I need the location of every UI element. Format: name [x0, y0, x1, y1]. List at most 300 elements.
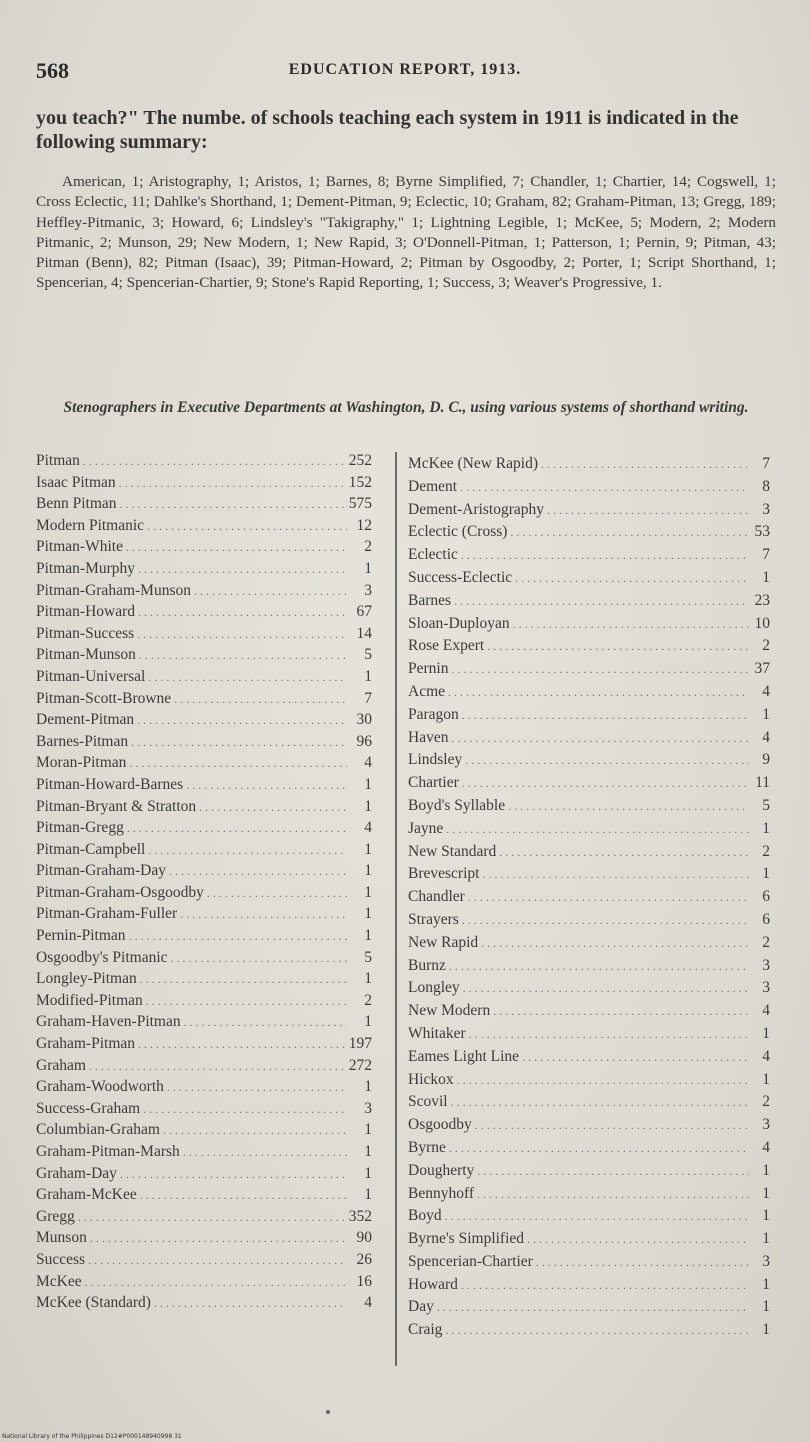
- row-count: 10: [754, 614, 770, 632]
- row-count: 3: [762, 500, 770, 518]
- row-system-name: Barnes: [408, 591, 452, 609]
- row-system-name: Dement: [408, 477, 458, 495]
- page-header: [36, 58, 774, 88]
- row-count: 575: [348, 495, 372, 513]
- row-count: 23: [754, 591, 770, 609]
- row-count: 1: [364, 927, 372, 945]
- dot-leader: [184, 1015, 347, 1030]
- dot-leader: [541, 457, 749, 472]
- dot-leader: [499, 845, 749, 860]
- row-system-name: Pitman-White: [36, 538, 123, 556]
- row-system-name: Modified-Pitman: [36, 991, 143, 1009]
- table-row: [36, 1165, 372, 1187]
- table-row: [36, 798, 372, 820]
- table-row: [36, 754, 372, 776]
- row-count: 3: [762, 1252, 770, 1270]
- table-row: [36, 1057, 372, 1079]
- table-row: [36, 452, 372, 474]
- row-system-name: Gregg: [36, 1207, 75, 1225]
- table-row: [408, 911, 770, 934]
- dot-leader: [119, 476, 346, 491]
- table-row: [36, 646, 372, 668]
- dot-leader: [462, 708, 749, 723]
- row-count: 1: [762, 568, 770, 586]
- row-system-name: Dement-Pitman: [36, 711, 135, 729]
- dot-leader: [475, 1118, 749, 1133]
- dot-leader: [88, 1253, 347, 1268]
- table-row: [408, 957, 770, 980]
- table-row: [408, 979, 770, 1002]
- scan-stamp: National Library of the Philippines D12#P000148940998 31: [2, 1433, 182, 1440]
- dot-leader: [515, 571, 749, 586]
- row-system-name: Osgoodby: [408, 1116, 472, 1134]
- dot-leader: [126, 540, 347, 555]
- row-system-name: Acme: [408, 682, 446, 700]
- row-count: 272: [348, 1056, 372, 1074]
- dot-leader: [127, 821, 347, 836]
- row-count: 16: [356, 1272, 372, 1290]
- row-count: 1: [364, 905, 372, 923]
- dot-leader: [194, 584, 347, 599]
- row-system-name: Byrne: [408, 1138, 446, 1156]
- row-count: 1: [364, 559, 372, 577]
- table-row: [408, 1298, 770, 1321]
- row-count: 9: [762, 751, 770, 769]
- row-system-name: Modern Pitmanic: [36, 516, 145, 534]
- dot-leader: [199, 800, 347, 815]
- row-count: 7: [762, 546, 770, 564]
- row-system-name: Pitman-Graham-Osgoodby: [36, 883, 204, 901]
- row-system-name: Spencerian-Chartier: [408, 1252, 533, 1270]
- table-caption: Stenographers in Executive Departments at Washington, D. C., using various systems of shorthand writing.: [63, 399, 749, 416]
- dot-leader: [138, 562, 347, 577]
- row-count: 352: [348, 1207, 372, 1225]
- dot-leader: [449, 1141, 749, 1156]
- row-system-name: Longley: [408, 979, 460, 997]
- table-row: [408, 637, 770, 660]
- row-system-name: Craig: [408, 1321, 443, 1339]
- row-system-name: Strayers: [408, 910, 459, 928]
- row-count: 7: [364, 689, 372, 707]
- row-system-name: Graham-Pitman: [36, 1035, 136, 1053]
- table-row: [408, 1276, 770, 1299]
- row-count: 90: [356, 1229, 372, 1247]
- row-system-name: Barnes-Pitman: [36, 732, 129, 750]
- dot-leader: [462, 913, 749, 928]
- dot-leader: [461, 1278, 749, 1293]
- table-row: [36, 884, 372, 906]
- table-row: [408, 1321, 770, 1344]
- footer-mark: [326, 1410, 330, 1414]
- table-row: [36, 776, 372, 798]
- row-system-name: Pitman-Graham-Day: [36, 862, 166, 880]
- row-count: 1: [762, 1207, 770, 1225]
- dot-leader: [513, 617, 749, 632]
- row-system-name: Sloan-Duployan: [408, 614, 510, 632]
- dot-leader: [469, 1027, 749, 1042]
- row-system-name: New Standard: [408, 842, 497, 860]
- dot-leader: [85, 1275, 347, 1290]
- dot-leader: [120, 1167, 347, 1182]
- row-count: 4: [364, 754, 372, 772]
- table-row: [36, 1294, 372, 1316]
- row-count: 1: [762, 1070, 770, 1088]
- dot-leader: [527, 1232, 749, 1247]
- row-system-name: Pitman-Bryant & Stratton: [36, 797, 197, 815]
- table-row: [36, 603, 372, 625]
- table-row: [408, 1093, 770, 1116]
- row-system-name: Dement-Aristography: [408, 500, 545, 518]
- row-count: 12: [356, 516, 372, 534]
- row-system-name: Eclectic: [408, 546, 458, 564]
- dot-leader: [169, 864, 347, 879]
- row-count: 1: [762, 1161, 770, 1179]
- table-row: [408, 934, 770, 957]
- row-system-name: McKee: [36, 1272, 82, 1290]
- dot-leader: [446, 822, 749, 837]
- table-row: [408, 820, 770, 843]
- table-row: [408, 1025, 770, 1048]
- row-count: 1: [762, 1275, 770, 1293]
- row-count: 1: [364, 1078, 372, 1096]
- row-system-name: Graham: [36, 1056, 86, 1074]
- table-row: [36, 560, 372, 582]
- row-count: 37: [754, 660, 770, 678]
- dot-leader: [463, 981, 749, 996]
- row-system-name: Graham-Day: [36, 1164, 117, 1182]
- table-row: [36, 992, 372, 1014]
- row-count: 4: [364, 819, 372, 837]
- table-row: [36, 625, 372, 647]
- row-count: 3: [364, 581, 372, 599]
- row-system-name: New Modern: [408, 1002, 491, 1020]
- table-row: [36, 1186, 372, 1208]
- table-row: [408, 569, 770, 592]
- dot-leader: [508, 799, 749, 814]
- row-count: 2: [762, 637, 770, 655]
- row-count: 1: [364, 862, 372, 880]
- row-system-name: Isaac Pitman: [36, 473, 116, 491]
- row-system-name: New Rapid: [408, 933, 479, 951]
- table-row: [36, 905, 372, 927]
- table-row: [36, 927, 372, 949]
- row-system-name: Pitman-Universal: [36, 667, 146, 685]
- row-count: 1: [364, 1143, 372, 1160]
- table-row: [408, 865, 770, 888]
- row-count: 1: [364, 1186, 372, 1204]
- row-system-name: Eames Light Line: [408, 1047, 520, 1065]
- dot-leader: [547, 503, 749, 518]
- row-count: 1: [364, 1013, 372, 1031]
- table-row: [36, 819, 372, 841]
- dot-leader: [78, 1210, 346, 1225]
- dot-leader: [477, 1187, 749, 1202]
- row-system-name: Moran-Pitman: [36, 754, 127, 772]
- dot-leader: [137, 713, 347, 728]
- table-row: [408, 455, 770, 478]
- row-system-name: Longley-Pitman: [36, 970, 137, 988]
- table-row: [408, 888, 770, 911]
- dot-leader: [437, 1300, 749, 1315]
- row-system-name: Pitman-Murphy: [36, 559, 136, 577]
- row-system-name: Success-Graham: [36, 1099, 141, 1117]
- row-count: 1: [364, 667, 372, 685]
- table-row: [36, 495, 372, 517]
- row-count: 1: [364, 883, 372, 901]
- row-system-name: Success-Eclectic: [408, 568, 513, 586]
- table-row: [408, 1185, 770, 1208]
- table-row: [408, 660, 770, 683]
- row-system-name: Pitman-Munson: [36, 646, 136, 664]
- table-row: [36, 1208, 372, 1230]
- row-system-name: Boyd's Syllable: [408, 796, 506, 814]
- row-count: 6: [762, 910, 770, 928]
- dot-leader: [461, 548, 749, 563]
- dot-leader: [171, 951, 347, 966]
- dot-leader: [180, 907, 347, 922]
- table-row: [36, 1251, 372, 1273]
- dot-leader: [140, 1188, 347, 1203]
- table-row: [36, 841, 372, 863]
- row-system-name: Lindsley: [408, 751, 463, 769]
- table-row: [408, 843, 770, 866]
- dot-leader: [129, 929, 347, 944]
- table-row: [36, 970, 372, 992]
- row-count: 1: [364, 1164, 372, 1182]
- row-count: 1: [364, 840, 372, 858]
- table-row: [408, 523, 770, 546]
- row-system-name: Jayne: [408, 819, 444, 837]
- row-count: 14: [356, 624, 372, 642]
- dot-leader: [129, 756, 347, 771]
- dot-leader: [89, 1059, 346, 1074]
- dot-leader: [154, 1296, 347, 1311]
- row-count: 1: [762, 1024, 770, 1042]
- row-system-name: Hickox: [408, 1070, 454, 1088]
- row-system-name: Benn Pitman: [36, 495, 117, 513]
- row-count: 1: [762, 1321, 770, 1339]
- row-system-name: Graham-Pitman-Marsh: [36, 1143, 180, 1160]
- table-row: [408, 546, 770, 569]
- dot-leader: [457, 1073, 749, 1088]
- table-row: [36, 1078, 372, 1100]
- table-row: [36, 517, 372, 539]
- dot-leader: [90, 1231, 347, 1246]
- row-system-name: Boyd: [408, 1207, 442, 1225]
- dot-leader: [147, 519, 347, 534]
- dot-leader: [510, 525, 749, 540]
- row-system-name: Paragon: [408, 705, 459, 723]
- row-count: 2: [364, 538, 372, 556]
- table-row: [408, 1048, 770, 1071]
- row-system-name: Whitaker: [408, 1024, 466, 1042]
- table-row: [408, 797, 770, 820]
- dot-leader: [536, 1255, 749, 1270]
- row-count: 152: [348, 473, 372, 491]
- table-row: [36, 1121, 372, 1143]
- row-count: 3: [364, 1099, 372, 1117]
- dot-leader: [465, 753, 749, 768]
- row-system-name: Pitman-Graham-Fuller: [36, 905, 178, 923]
- row-system-name: Pitman-Gregg: [36, 819, 124, 837]
- row-count: 2: [364, 991, 372, 1009]
- row-system-name: Pernin-Pitman: [36, 927, 126, 945]
- row-system-name: Chartier: [408, 774, 459, 792]
- row-system-name: Pitman: [36, 452, 80, 469]
- dot-leader: [140, 972, 347, 987]
- row-count: 197: [348, 1035, 372, 1053]
- row-system-name: Munson: [36, 1229, 87, 1247]
- row-system-name: Haven: [408, 728, 449, 746]
- row-count: 4: [762, 1138, 770, 1156]
- table-row: [408, 1162, 770, 1185]
- dot-leader: [120, 497, 346, 512]
- row-count: 5: [762, 796, 770, 814]
- table-row: [408, 1116, 770, 1139]
- row-system-name: Brevescript: [408, 865, 480, 883]
- row-system-name: Howard: [408, 1275, 458, 1293]
- dot-leader: [487, 639, 749, 654]
- table-row: [408, 478, 770, 501]
- dot-leader: [174, 692, 347, 707]
- table-row: [408, 1002, 770, 1025]
- table-row: [408, 1139, 770, 1162]
- page-number: 568: [36, 58, 69, 83]
- row-system-name: Byrne's Simplified: [408, 1230, 525, 1248]
- row-count: 1: [364, 797, 372, 815]
- table-right-column: [408, 455, 770, 1344]
- dot-leader: [445, 1323, 749, 1338]
- row-count: 53: [754, 523, 770, 541]
- dot-leader: [468, 890, 749, 905]
- dot-leader: [451, 662, 749, 677]
- dot-leader: [477, 1164, 749, 1179]
- row-count: 1: [364, 1121, 372, 1139]
- row-count: 2: [762, 933, 770, 951]
- table-row: [36, 474, 372, 496]
- table-row: [408, 1253, 770, 1276]
- dot-leader: [451, 731, 749, 746]
- row-count: 4: [364, 1294, 372, 1312]
- table-row: [36, 711, 372, 733]
- row-system-name: Bennyhoff: [408, 1184, 475, 1202]
- dot-leader: [522, 1050, 749, 1065]
- row-count: 2: [762, 1093, 770, 1111]
- dot-leader: [143, 1102, 347, 1117]
- row-system-name: Dougherty: [408, 1161, 475, 1179]
- table-row: [36, 1035, 372, 1057]
- dot-leader: [207, 886, 347, 901]
- dot-leader: [139, 648, 347, 663]
- dot-leader: [137, 627, 347, 642]
- row-system-name: Scovil: [408, 1093, 448, 1111]
- table-row: [36, 668, 372, 690]
- running-head: EDUCATION REPORT, 1913.: [288, 61, 522, 78]
- table-row: [36, 1143, 372, 1165]
- table-row: [408, 729, 770, 752]
- row-system-name: Success: [36, 1250, 86, 1268]
- row-count: 5: [364, 948, 372, 966]
- table-row: [408, 751, 770, 774]
- row-system-name: Pitman-Scott-Browne: [36, 689, 172, 707]
- row-system-name: Day: [408, 1298, 434, 1316]
- row-count: 7: [762, 455, 770, 472]
- table-row: [36, 1273, 372, 1295]
- row-system-name: McKee (Standard): [36, 1294, 151, 1312]
- dot-leader: [451, 1095, 749, 1110]
- table-row: [36, 949, 372, 971]
- row-system-name: Burnz: [408, 956, 446, 974]
- dot-leader: [445, 1209, 749, 1224]
- row-count: 252: [348, 452, 372, 469]
- row-system-name: Pernin: [408, 660, 449, 678]
- row-system-name: Pitman-Howard: [36, 603, 136, 621]
- row-system-name: Graham-McKee: [36, 1186, 137, 1204]
- row-count: 4: [762, 1002, 770, 1020]
- row-system-name: Columbian-Graham: [36, 1121, 160, 1139]
- dot-leader: [460, 480, 749, 495]
- table-left-column: [36, 452, 372, 1316]
- row-count: 4: [762, 1047, 770, 1065]
- row-count: 3: [762, 979, 770, 997]
- table-row: [408, 683, 770, 706]
- dot-leader: [131, 735, 347, 750]
- row-count: 1: [762, 1230, 770, 1248]
- table-row: [36, 1013, 372, 1035]
- dot-leader: [83, 454, 346, 469]
- row-count: 4: [762, 728, 770, 746]
- row-system-name: Pitman-Success: [36, 624, 135, 642]
- table-row: [36, 538, 372, 560]
- row-count: 30: [356, 711, 372, 729]
- dot-leader: [148, 843, 347, 858]
- row-count: 11: [755, 774, 770, 792]
- table-row: [36, 1229, 372, 1251]
- summary-paragraph: American, 1; Aristography, 1; Aristos, 1; Barnes, 8; Byrne Simplified, 7; Chandler, 1; Chartier, 14; Cogswell, 1; Cross Eclectic, 11; Dahlke's Shorthand, 1; Dement-Pitman, 9; Eclectic, 10; Graham, 82; Graham-Pitman, 13; Gregg, 189; Heffley-Pitmanic, 3; Howard, 6; Lindsley's "Takigraphy," 1; Lightning Legible, 1; McKee, 5; Modern, 2; Modern Pitmanic, 2; Munson, 29; New Modern, 1; New Rapid, 3; O'Donnell-Pitman, 1; Patterson, 1; Pernin, 9; Pitman, 43; Pitman (Benn), 82; Pitman (Isaac), 39; Pitman-Howard, 2; Pitman by Osgoodby, 2; Porter, 1; Script Shorthand, 1; Spencerian, 4; Spencerian-Chartier, 9; Stone's Rapid Reporting, 1; Success, 3; Weaver's Progressive, 1.: [36, 173, 776, 292]
- dot-leader: [163, 1123, 347, 1138]
- row-count: 2: [762, 842, 770, 860]
- dot-leader: [462, 776, 749, 791]
- row-count: 3: [762, 956, 770, 974]
- row-count: 1: [762, 819, 770, 837]
- table-row: [36, 582, 372, 604]
- column-divider: [395, 452, 397, 1366]
- dot-leader: [138, 1037, 346, 1052]
- dot-leader: [148, 670, 347, 685]
- row-count: 67: [356, 603, 372, 621]
- row-system-name: McKee (New Rapid): [408, 455, 538, 472]
- row-count: 4: [762, 682, 770, 700]
- row-count: 1: [762, 705, 770, 723]
- row-count: 3: [762, 1116, 770, 1134]
- row-system-name: Pitman-Howard-Barnes: [36, 775, 184, 793]
- dot-leader: [167, 1080, 347, 1095]
- dot-leader: [449, 959, 749, 974]
- row-count: 26: [356, 1250, 372, 1268]
- row-system-name: Chandler: [408, 888, 465, 906]
- row-system-name: Eclectic (Cross): [408, 523, 508, 541]
- row-count: 5: [364, 646, 372, 664]
- row-system-name: Pitman-Graham-Munson: [36, 581, 191, 599]
- table-row: [408, 774, 770, 797]
- row-count: 1: [364, 970, 372, 988]
- dot-leader: [448, 685, 749, 700]
- row-system-name: Graham-Woodworth: [36, 1078, 164, 1096]
- dot-leader: [186, 778, 347, 793]
- table-row: [408, 1071, 770, 1094]
- row-count: 8: [762, 477, 770, 495]
- table-row: [36, 862, 372, 884]
